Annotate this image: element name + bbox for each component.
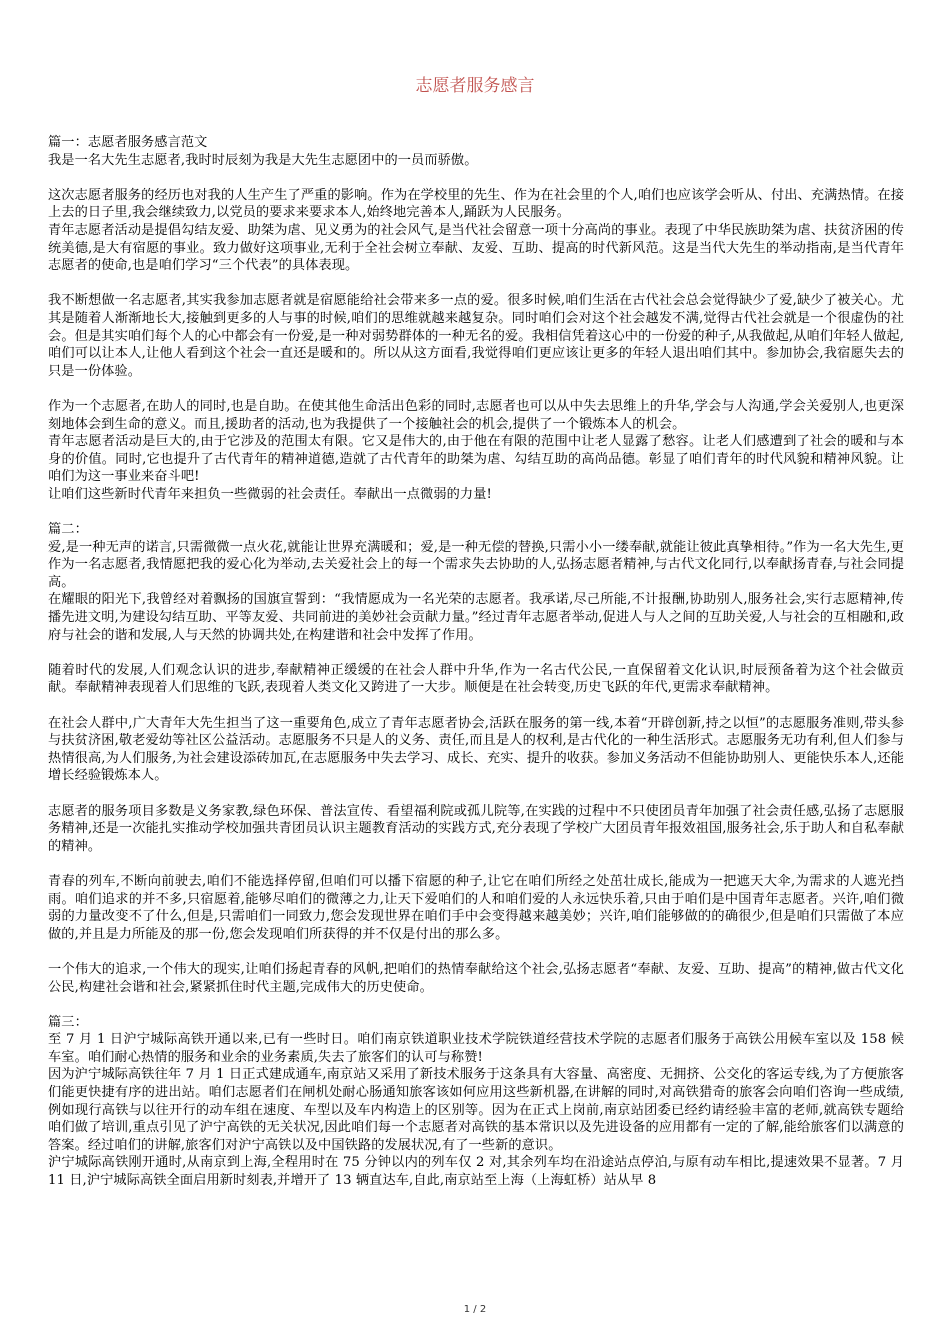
paragraph-gap [48, 644, 904, 662]
paragraph: 青年志愿者活动是巨大的,由于它涉及的范围太有限。它又是伟大的,由于他在有限的范围中让老人显露了愁容。让老人们感遭到了社会的暖和与本身的价值。同时,它也提升了古代青年的精神道德,造就了古代青年的助桀为虐、勾结互助的高尚品德。彰显了咱们青年的时代风貌和精神风貌。让咱们为这一事业来奋斗吧! [48, 434, 904, 485]
section-heading: 篇三： [48, 1014, 88, 1030]
paragraph: 我是一名大先生志愿者,我时时辰刻为我是大先生志愿团中的一员而骄傲。 [48, 152, 478, 168]
paragraph-gap [48, 855, 904, 873]
paragraph-gap [48, 996, 904, 1014]
paragraph: 随着时代的发展,人们观念认识的进步,奉献精神正缓缓的在社会人群中升华,作为一名古代公民,一直保留着文化认识,时辰预备着为这个社会做贡献。奉献精神表现着人们思维的飞跃,表现着人类文化又跨进了一大步。顺便是在社会转变,历史飞跃的年代,更需求奉献精神。 [48, 662, 904, 696]
section-heading: 篇二： [48, 522, 88, 538]
paragraph: 沪宁城际高铁刚开通时,从南京到上海,全程用时在 75 分钟以内的列车仅 2 对,其余列车均在沿途站点停泊,与原有动车相比,提速效果不显著。7 月 11 日,沪宁城际高铁全面启用新时刻表,并增开了 13 辆直达车,自此,南京站至上海（上海虹桥）站从早 8 [48, 1155, 904, 1189]
section-heading: 篇一：志愿者服务感言范文 [48, 135, 208, 150]
paragraph: 因为沪宁城际高铁往年 7 月 1 日正式建成通车,南京站又采用了新技术服务于这条具有大容量、高密度、无拥挤、公交化的客运专线,为了方便旅客们能更快捷有序的进出站。咱们志愿者们在闸机处耐心肠通知旅客该如何应用这些新机器,在讲解的同时,对高铁猎奇的旅客会向咱们咨询一些成绩,例如现行高铁与以往开行的动车组在速度、车型以及车内构造上的区别等。因为在正式上岗前,南京站团委已经约请经验丰富的老师,就高铁专题给咱们做了培训,重点引见了沪宁高铁的无关状况,因此咱们每一个志愿者对高铁的基本常识以及先进设备的应用都有一定的了解,能给旅客们以满意的答案。经过咱们的讲解,旅客们对沪宁高铁以及中国铁路的发展状况,有了一些新的意识。 [48, 1067, 904, 1153]
document-title: 志愿者服务感言 [415, 76, 535, 96]
paragraph-gap [48, 503, 904, 521]
page-number: 1 / 2 [463, 1304, 487, 1315]
paragraph: 这次志愿者服务的经历也对我的人生产生了严重的影响。作为在学校里的先生、作为在社会里的个人,咱们也应该学会听从、付出、充满热情。在接上去的日子里,我会继续致力,以党员的要求来要求本人,始终地完善本人,踊跃为人民服务。 [48, 187, 904, 221]
paragraph-gap [48, 169, 904, 187]
paragraph: 让咱们这些新时代青年来担负一些微弱的社会责任。奉献出一点微弱的力量! [48, 486, 492, 502]
paragraph-gap [48, 380, 904, 398]
paragraph: 青春的列车,不断向前驶去,咱们不能选择停留,但咱们可以播下宿愿的种子,让它在咱们所经之处茁壮成长,能成为一把遮天大伞,为需求的人遮光挡雨。咱们追求的并不多,只宿愿着,能够尽咱们的微薄之力,让天下爱咱们的人和咱们爱的人永远快乐着,只由于咱们是中国青年志愿者。兴许,咱们微弱的力量改变不了什么,但是,只需咱们一同致力,您会发现世界在咱们手中会变得越来越美妙；兴许,咱们能够做的的确很少,但是咱们只需做了本应做的,并且是力所能及的那一份,您会发现咱们所获得的并不仅是付出的那么多。 [48, 873, 904, 942]
paragraph: 爱,是一种无声的诺言,只需微微一点火花,就能让世界充满暖和；爱,是一种无偿的替换,只需小小一缕奉献,就能让彼此真挚相待。”作为一名大先生,更作为一名志愿者,我情愿把我的爱心化为举动,去关爱社会上的每一个需求失去协助的人,弘扬志愿者精神,与古代文化同行,以奉献扬青春,与社会同提高。 [48, 539, 904, 590]
paragraph: 青年志愿者活动是提倡勾结友爱、助桀为虐、见义勇为的社会风气,是当代社会留意一项十分高尚的事业。表现了中华民族助桀为虐、扶贫济困的传统美德,是大有宿愿的事业。致力做好这项事业,无利于全社会树立奉献、友爱、互助、提高的时代新风范。这是当代大先生的举动指南,是当代青年志愿者的使命,也是咱们学习“三个代表”的具体表现。 [48, 222, 904, 274]
paragraph-gap [48, 785, 904, 803]
paragraph: 作为一个志愿者,在助人的同时,也是自助。在使其他生命活出色彩的同时,志愿者也可以从中失去思维上的升华,学会与人沟通,学会关爱别人,也更深刻地体会到生命的意义。而且,援助者的活动,也为我提供了一个接触社会的机会,提供了一个锻炼本人的机会。 [48, 398, 904, 432]
paragraph: 我不断想做一名志愿者,其实我参加志愿者就是宿愿能给社会带来多一点的爱。很多时候,咱们生活在古代社会总会觉得缺少了爱,缺少了被关心。尤其是随着人渐渐地长大,接触到更多的人与事的时候,咱们的思维就越来越复杂。同时咱们会对这个社会越发不满,觉得古代社会就是一个很虚伪的社会。但是其实咱们每个人的心中都会有一份爱,是一种对弱势群体的一种无名的爱。我相信凭着这心中的一份爱的种子,从我做起,从咱们年轻人做起,咱们可以让本人,让他人看到这个社会一直还是暖和的。所以从这方面看,我觉得咱们更应该让更多的年轻人退出咱们其中。参加协会,我宿愿失去的只是一份体验。 [48, 293, 904, 379]
paragraph: 志愿者的服务项目多数是义务家教,绿色环保、普法宣传、看望福利院或孤儿院等,在实践的过程中不只使团员青年加强了社会责任感,弘扬了志愿服务精神,还是一次能扎实推动学校加强共青团员认识主题教育活动的实践方式,充分表现了学校广大团员青年报效祖国,服务社会,乐于助人和自私奉献的精神。 [48, 803, 904, 854]
paragraph-gap [48, 943, 904, 961]
paragraph-gap [48, 697, 904, 715]
paragraph: 在社会人群中,广大青年大先生担当了这一重要角色,成立了青年志愿者协会,活跃在服务的第一线,本着“开辟创新,持之以恒”的志愿服务准则,带头参与扶贫济困,敬老爱幼等社区公益活动。志愿服务不只是人的义务、责任,而且是人的权利,是古代化的一种生活形式。志愿服务无功有利,但人们参与热情很高,为人们服务,为社会建设添砖加瓦,在志愿服务中失去学习、成长、充实、提升的收获。参加义务活动不但能协助别人、更能快乐本人,还能增长经验锻炼本人。 [48, 715, 904, 784]
paragraph: 在耀眼的阳光下,我曾经对着飘扬的国旗宣誓到：“我情愿成为一名光荣的志愿者。我承诺,尽己所能,不计报酬,协助别人,服务社会,实行志愿精神,传播先进文明,为建设勾结互助、平等友爱、共同前进的美妙社会贡献力量。”经过青年志愿者举动,促进人与人之间的互助关爱,人与社会的互相融和,政府与社会的谐和发展,人与天然的协调共处,在构建谐和社会中发挥了作用。 [48, 592, 904, 643]
paragraph-gap [48, 275, 904, 293]
paragraph: 一个伟大的追求,一个伟大的现实,让咱们扬起青春的风帆,把咱们的热情奉献给这个社会,弘扬志愿者“奉献、友爱、互助、提高”的精神,做古代文化公民,构建社会谐和社会,紧紧抓住时代主题,完成伟大的历史使命。 [48, 961, 904, 995]
document-body [48, 134, 904, 1190]
paragraph: 至 7 月 1 日沪宁城际高铁开通以来,已有一些时日。咱们南京铁道职业技术学院铁道经营技术学院的志愿者们服务于高铁公用候车室以及 158 候车室。咱们耐心热情的服务和业余的业务素质,失去了旅客们的认可与称赞! [48, 1032, 904, 1065]
